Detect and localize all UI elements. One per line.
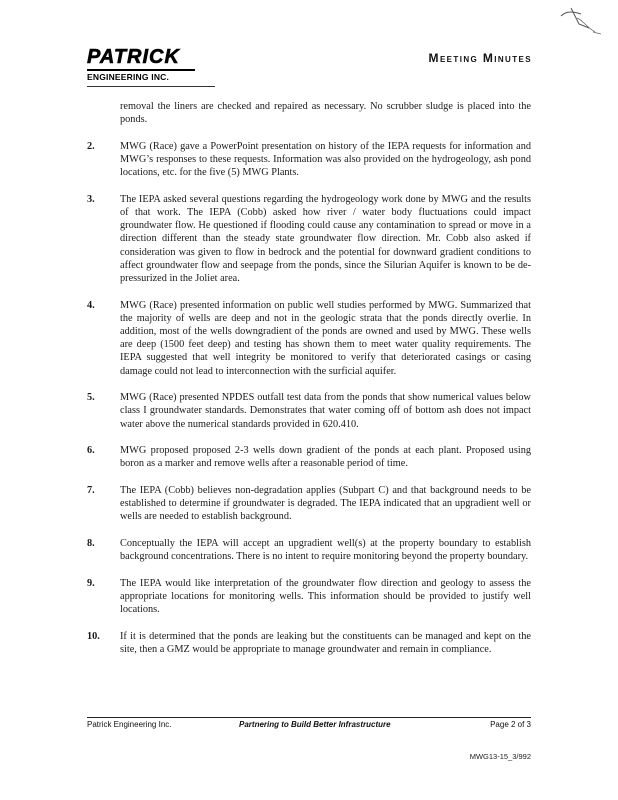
item-text: MWG (Race) presented NPDES outfall test data from the ponds that show numerical values below class I groundwater standards. Demonstrates that water coming off of bottom ash does not impact water above the numerical standards provided in 620.410. [120, 392, 531, 430]
page-footer [87, 720, 531, 734]
minutes-item [87, 630, 531, 656]
header-rule [87, 86, 215, 87]
item-text: The IEPA (Cobb) believes non-degradation applies (Subpart C) and that background needs to be established to determine if groundwater is degraded. The IEPA indicated that an upgradient well or wells are needed to establish background. [120, 485, 531, 523]
item-text: MWG (Race) presented information on public well studies performed by MWG. Summarized that the majority of wells are deep and not in the geologic strata that the ponds directly overlie. In addition, most of the wells downgradient of the ponds are owned and used by MWG. These wells are deep (1500 feet deep) and testing has shown them to meet water quality requirements. The IEPA suggested that well integrity be monitored to verify that deteriorated casings or casing damage could not lead to interconnection with the surficial aquifer. [120, 299, 531, 377]
footer-company: Patrick Engineering Inc. [87, 720, 172, 729]
minutes-item [87, 444, 531, 470]
item-number: 8. [87, 538, 95, 550]
minutes-item [87, 577, 531, 617]
item-number: 7. [87, 485, 95, 497]
item-number: 9. [87, 577, 95, 589]
minutes-item [87, 140, 531, 180]
page-number: Page 2 of 3 [490, 720, 531, 729]
minutes-item [87, 537, 531, 563]
company-logo [87, 47, 199, 82]
item-number: 6. [87, 445, 95, 457]
item-text: Conceptually the IEPA will accept an upgradient well(s) at the property boundary to establish background concentrations. There is no intent to require monitoring beyond the property boundary. [120, 538, 531, 563]
item-text: The IEPA asked several questions regarding the hydrogeology work done by MWG and the results of that work. The IEPA (Cobb) asked how river / water body fluctuations could impact groundwater flow. He questioned if flooding could cause any contamination to spread or move in a direction different than the steady state groundwater flow direction. Mr. Cobb also asked if consideration was given to flow in bedrock and the potential for downward gradient conditions to affect groundwater flow and seepage from the ponds, since the Silurian Aquifer is known to be de-pressurized in the Joliet area. [120, 193, 531, 285]
document-title: Meeting Minutes [428, 51, 532, 65]
document-code: MWG13-15_3/992 [469, 752, 531, 761]
footer-rule [87, 717, 531, 718]
handwritten-mark [555, 4, 605, 38]
item-text: The IEPA would like interpretation of the groundwater flow direction and geology to assess the appropriate locations for monitoring wells. This information should be provided to justify well locations. [120, 577, 531, 616]
minutes-body [87, 100, 531, 670]
item-text: MWG (Race) gave a PowerPoint presentation on history of the IEPA requests for information and MWG’s responses to these requests. Information was also provided on the hydrogeology, ash pond locations, etc. for the five (5) MWG Plants. [120, 140, 531, 179]
minutes-item [87, 299, 531, 378]
minutes-item [87, 193, 531, 285]
item-number: 5. [87, 392, 95, 404]
item-number: 4. [87, 299, 95, 311]
item-text: If it is determined that the ponds are leaking but the constituents can be managed and kept on the site, then a GMZ would be appropriate to manage groundwater and remain in compliance. [120, 630, 531, 656]
logo-divider [87, 69, 195, 71]
item-text: MWG proposed proposed 2-3 wells down gradient of the ponds at each plant. Proposed using boron as a marker and remove wells after a reasonable period of time. [120, 445, 531, 470]
item-number: 2. [87, 140, 95, 152]
logo-wordmark: PATRICK [87, 46, 180, 68]
footer-tagline: Partnering to Build Better Infrastructure [239, 720, 391, 729]
continued-paragraph: removal the liners are checked and repaired as necessary. No scrubber sludge is placed into the ponds. [120, 101, 531, 126]
logo-subtext: ENGINEERING INC. [87, 72, 170, 82]
minutes-item [87, 484, 531, 524]
item-number: 10. [87, 630, 100, 642]
minutes-item [87, 391, 531, 431]
item-number: 3. [87, 193, 95, 205]
